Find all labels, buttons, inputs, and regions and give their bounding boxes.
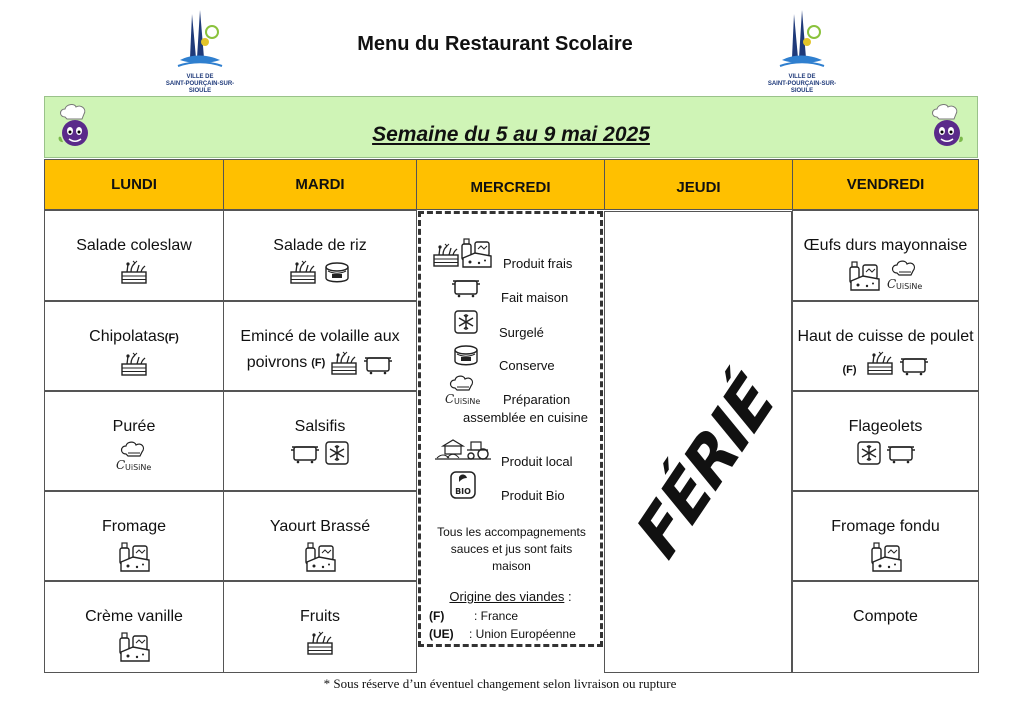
menu-item [792,301,979,391]
menu-item [792,581,979,673]
menu-item [44,581,224,673]
legend-note: Tous les accompagnements sauces et jus sont faits maison [437,525,586,573]
dairy-icon [303,540,337,574]
cuisine-chef-icon [443,374,483,408]
menu-item [792,391,979,491]
chef-mascot-icon [927,103,967,151]
menu-item [223,491,417,581]
logo-caption-line2: SAINT-POURÇAIN-SUR-SIOULE [165,81,235,94]
snowflake-icon [856,440,882,466]
legend-item-maison: Fait maison [421,274,600,304]
dish-name: Haut de cuisse de poulet [797,328,974,345]
page-title: Menu du Restaurant Scolaire [357,33,633,55]
dish-name: Fruits [300,608,340,625]
legend-item-surgele: Surgelé [421,309,600,339]
snowflake-icon [453,309,479,335]
origin-tag: (F) [164,332,179,344]
dish-name: Œufs durs mayonnaise [803,237,968,254]
menu-item [44,491,224,581]
city-logo-right [757,10,847,92]
dish-name: Purée [112,418,156,435]
dish-name: Yaourt Brassé [269,518,371,535]
pot-icon [451,274,481,298]
cuisine-chef-icon [885,259,925,293]
pot-icon [363,351,393,375]
jeudi-holiday-cell [604,211,792,673]
menu-item [44,210,224,301]
basket-icon [305,630,335,656]
origin-title: Origine des viandes : [449,589,572,604]
legend-item-conserve: Conserve [421,342,600,372]
tractor-icon [433,432,493,464]
day-header-mercredi: MERCREDI [416,159,605,210]
holiday-label: FÉRIÉ [623,363,790,573]
menu-item [223,301,417,391]
dish-name-continued: poivrons [246,354,308,371]
menu-item [223,210,417,301]
city-logo-left [155,10,245,92]
cuisine-chef-icon [114,440,154,474]
footnote: * Sous réserve d’un éventuel changement selon livraison ou rupture [323,676,677,691]
legend-item-local: Produit local [421,432,600,462]
can-icon [451,342,481,368]
dish-name: Crème vanille [85,608,183,625]
dish-name: Salade de riz [273,237,367,254]
menu-item [792,491,979,581]
basket-icon [865,350,895,376]
dairy-icon [117,630,151,664]
snowflake-icon [324,440,350,466]
legend-item-frais: Produit frais [421,236,600,266]
logo-caption-line1: VILLE DE [186,74,214,80]
dish-name: Chipolatas [89,328,165,345]
dish-name: Salsifis [294,418,346,435]
day-header-lundi: LUNDI [44,159,224,210]
fresh-product-icon [431,236,493,270]
origin-row-france: (F) : France [429,609,519,623]
origin-row-ue: (UE) : Union Européenne [429,627,576,641]
dish-name: Compote [853,608,918,625]
basket-icon [119,259,149,285]
pot-icon [899,352,929,376]
dish-name: Fromage [101,518,167,535]
day-header-jeudi: JEUDI [604,159,793,210]
bio-label-icon [449,470,477,500]
can-icon [322,259,352,285]
dish-name: Flageolets [848,418,923,435]
origin-tag: (F) [311,357,326,369]
menu-item [223,391,417,491]
dish-name: Fromage fondu [831,518,940,535]
dish-name: Emincé de volaille aux [240,328,400,345]
legend-item-preparation: Préparation assemblée en cuisine [421,374,600,424]
dish-name: Salade coleslaw [76,237,192,254]
dairy-icon [869,540,903,574]
legend-item-bio: BIO Produit Bio [421,470,600,500]
menu-item [44,301,224,391]
menu-item [44,391,224,491]
church-logo-icon [170,10,230,72]
dairy-icon [847,259,881,293]
dairy-icon [117,540,151,574]
basket-icon [329,350,359,376]
day-header-mardi: MARDI [223,159,417,210]
origin-tag: (F) [842,364,857,376]
church-logo-icon [772,10,832,72]
week-banner [44,96,978,158]
logo-caption-line2: SAINT-POURÇAIN-SUR-SIOULE [767,81,837,94]
logo-caption-line1: VILLE DE [788,74,816,80]
day-header-vendredi: VENDREDI [792,159,979,210]
week-title: Semaine du 5 au 9 mai 2025 [372,123,650,146]
basket-icon [119,351,149,377]
basket-icon [288,259,318,285]
pot-icon [886,440,916,464]
svg-text:BIO: BIO [455,487,471,496]
menu-item [223,581,417,673]
pot-icon [290,440,320,464]
legend-panel [418,211,603,647]
menu-item [792,210,979,301]
